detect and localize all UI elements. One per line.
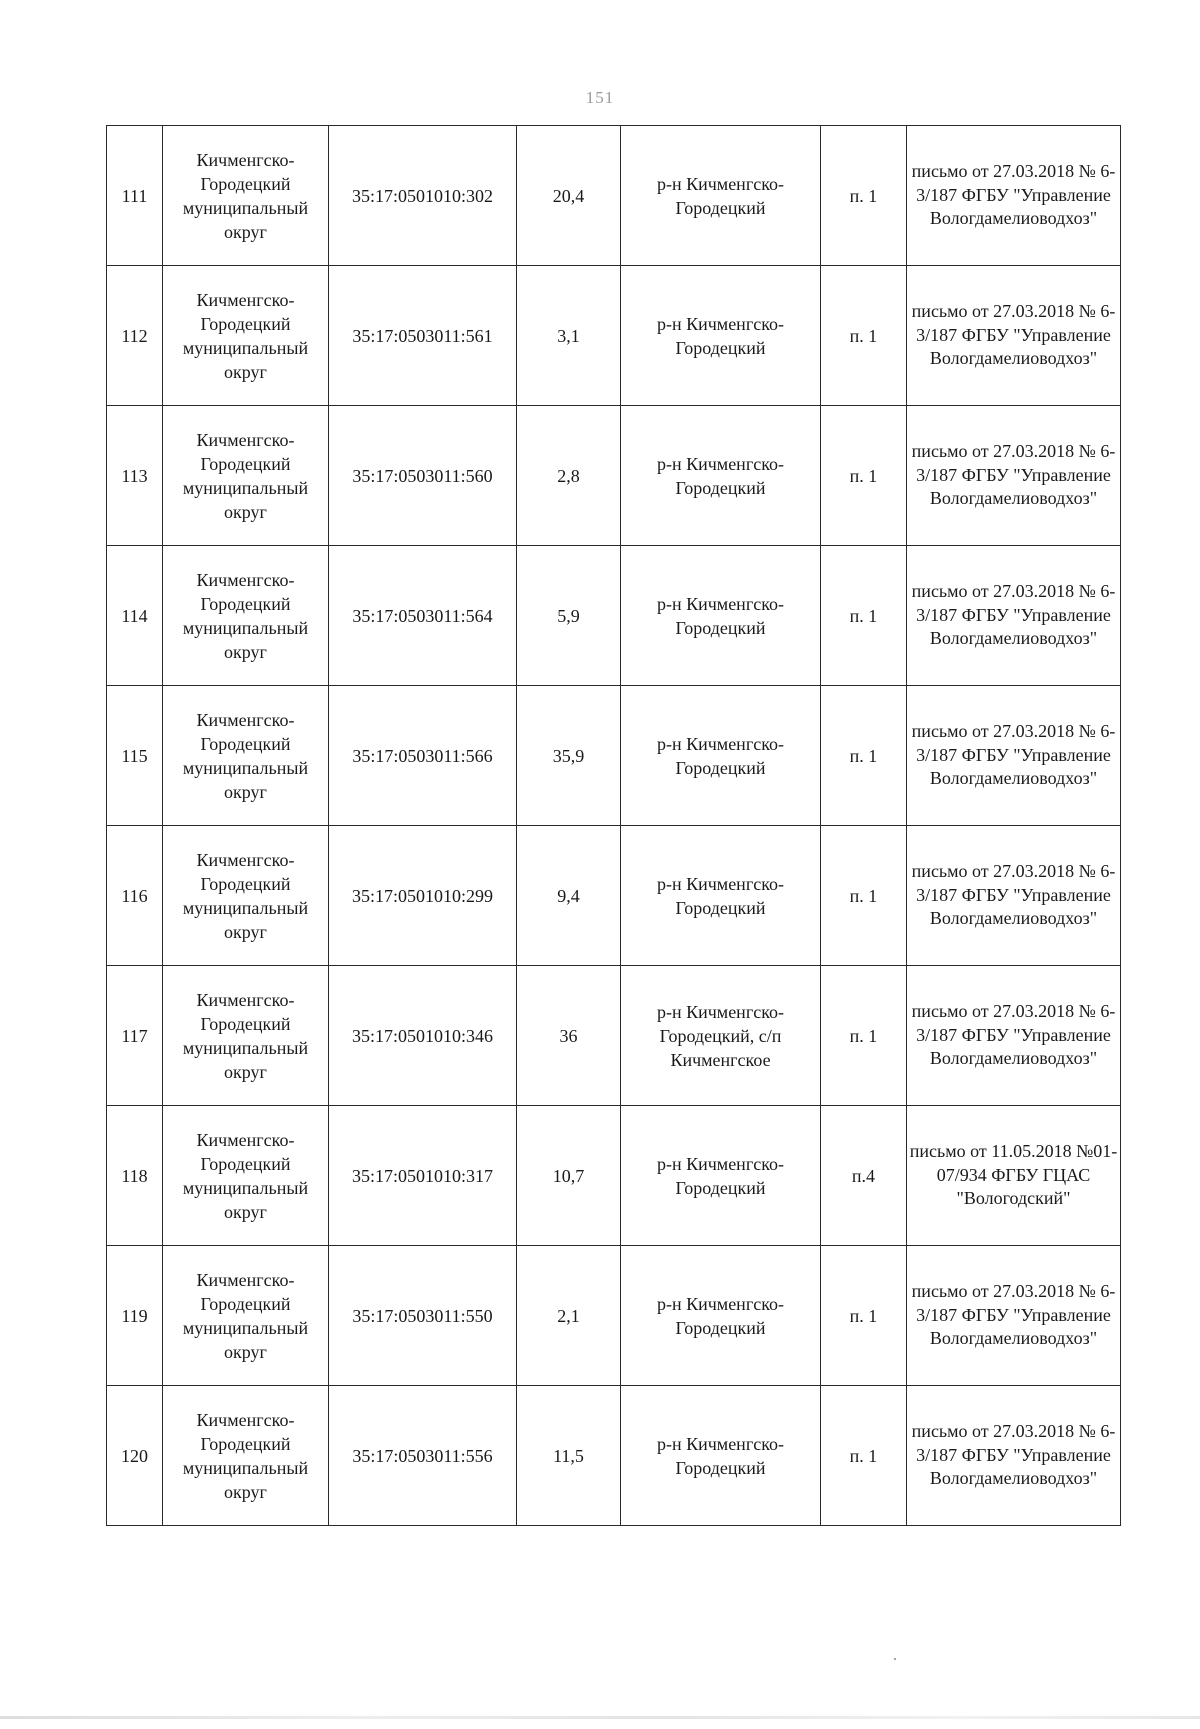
- row-number: 118: [107, 1106, 163, 1246]
- area: 9,4: [517, 826, 621, 966]
- table-row: [107, 1106, 1121, 1246]
- table-row: [107, 686, 1121, 826]
- municipal-district: Кичменгско-Городецкий муниципальный округ: [163, 1246, 329, 1386]
- basis-document: письмо от 27.03.2018 № 6-3/187 ФГБУ "Управление Вологдамелиоводхоз": [907, 126, 1121, 266]
- clause: п. 1: [821, 406, 907, 546]
- area: 35,9: [517, 686, 621, 826]
- table-row: [107, 266, 1121, 406]
- location: р-н Кичменгско-Городецкий, с/п Кичменгское: [621, 966, 821, 1106]
- area: 2,8: [517, 406, 621, 546]
- basis-document: письмо от 27.03.2018 № 6-3/187 ФГБУ "Управление Вологдамелиоводхоз": [907, 266, 1121, 406]
- clause: п. 1: [821, 686, 907, 826]
- location: р-н Кичменгско-Городецкий: [621, 546, 821, 686]
- scan-dot-mark: [894, 1658, 896, 1660]
- basis-document: письмо от 27.03.2018 № 6-3/187 ФГБУ "Управление Вологдамелиоводхоз": [907, 826, 1121, 966]
- municipal-district: Кичменгско-Городецкий муниципальный округ: [163, 546, 329, 686]
- clause: п. 1: [821, 826, 907, 966]
- row-number: 120: [107, 1386, 163, 1526]
- clause: п.4: [821, 1106, 907, 1246]
- area: 5,9: [517, 546, 621, 686]
- municipal-district: Кичменгско-Городецкий муниципальный округ: [163, 1106, 329, 1246]
- cadastral-number: 35:17:0503011:550: [329, 1246, 517, 1386]
- basis-document: письмо от 27.03.2018 № 6-3/187 ФГБУ "Управление Вологдамелиоводхоз": [907, 546, 1121, 686]
- row-number: 119: [107, 1246, 163, 1386]
- basis-document: письмо от 27.03.2018 № 6-3/187 ФГБУ "Управление Вологдамелиоводхоз": [907, 966, 1121, 1106]
- clause: п. 1: [821, 126, 907, 266]
- municipal-district: Кичменгско-Городецкий муниципальный округ: [163, 126, 329, 266]
- location: р-н Кичменгско-Городецкий: [621, 826, 821, 966]
- row-number: 114: [107, 546, 163, 686]
- municipal-district: Кичменгско-Городецкий муниципальный округ: [163, 266, 329, 406]
- basis-document: письмо от 27.03.2018 № 6-3/187 ФГБУ "Управление Вологдамелиоводхоз": [907, 686, 1121, 826]
- area: 10,7: [517, 1106, 621, 1246]
- table-row: [107, 126, 1121, 266]
- row-number: 115: [107, 686, 163, 826]
- cadastral-number: 35:17:0503011:556: [329, 1386, 517, 1526]
- table-body: [107, 126, 1121, 1526]
- clause: п. 1: [821, 1386, 907, 1526]
- clause: п. 1: [821, 1246, 907, 1386]
- basis-document: письмо от 27.03.2018 № 6-3/187 ФГБУ "Управление Вологдамелиоводхоз": [907, 1386, 1121, 1526]
- municipal-district: Кичменгско-Городецкий муниципальный округ: [163, 686, 329, 826]
- location: р-н Кичменгско-Городецкий: [621, 1106, 821, 1246]
- area: 20,4: [517, 126, 621, 266]
- table-row: [107, 1386, 1121, 1526]
- basis-document: письмо от 27.03.2018 № 6-3/187 ФГБУ "Управление Вологдамелиоводхоз": [907, 1246, 1121, 1386]
- row-number: 112: [107, 266, 163, 406]
- location: р-н Кичменгско-Городецкий: [621, 406, 821, 546]
- page-number: 151: [585, 88, 615, 107]
- row-number: 116: [107, 826, 163, 966]
- basis-document: письмо от 11.05.2018 №01-07/934 ФГБУ ГЦАС "Вологодский": [907, 1106, 1121, 1246]
- location: р-н Кичменгско-Городецкий: [621, 686, 821, 826]
- cadastral-number: 35:17:0501010:317: [329, 1106, 517, 1246]
- area: 11,5: [517, 1386, 621, 1526]
- municipal-district: Кичменгско-Городецкий муниципальный округ: [163, 406, 329, 546]
- cadastral-number: 35:17:0503011:560: [329, 406, 517, 546]
- location: р-н Кичменгско-Городецкий: [621, 266, 821, 406]
- row-number: 111: [107, 126, 163, 266]
- table-row: [107, 406, 1121, 546]
- municipal-district: Кичменгско-Городецкий муниципальный округ: [163, 826, 329, 966]
- area: 2,1: [517, 1246, 621, 1386]
- table-row: [107, 966, 1121, 1106]
- table-row: [107, 1246, 1121, 1386]
- basis-document: письмо от 27.03.2018 № 6-3/187 ФГБУ "Управление Вологдамелиоводхоз": [907, 406, 1121, 546]
- cadastral-number: 35:17:0501010:302: [329, 126, 517, 266]
- table-row: [107, 546, 1121, 686]
- scan-bottom-edge: [0, 1716, 1200, 1719]
- municipal-district: Кичменгско-Городецкий муниципальный округ: [163, 1386, 329, 1526]
- clause: п. 1: [821, 546, 907, 686]
- clause: п. 1: [821, 966, 907, 1106]
- cadastral-number: 35:17:0503011:564: [329, 546, 517, 686]
- row-number: 113: [107, 406, 163, 546]
- land-plots-table: [106, 125, 1121, 1526]
- location: р-н Кичменгско-Городецкий: [621, 1386, 821, 1526]
- area: 36: [517, 966, 621, 1106]
- cadastral-number: 35:17:0503011:561: [329, 266, 517, 406]
- location: р-н Кичменгско-Городецкий: [621, 1246, 821, 1386]
- cadastral-number: 35:17:0501010:299: [329, 826, 517, 966]
- cadastral-number: 35:17:0501010:346: [329, 966, 517, 1106]
- location: р-н Кичменгско-Городецкий: [621, 126, 821, 266]
- municipal-district: Кичменгско-Городецкий муниципальный округ: [163, 966, 329, 1106]
- table-row: [107, 826, 1121, 966]
- clause: п. 1: [821, 266, 907, 406]
- row-number: 117: [107, 966, 163, 1106]
- area: 3,1: [517, 266, 621, 406]
- cadastral-number: 35:17:0503011:566: [329, 686, 517, 826]
